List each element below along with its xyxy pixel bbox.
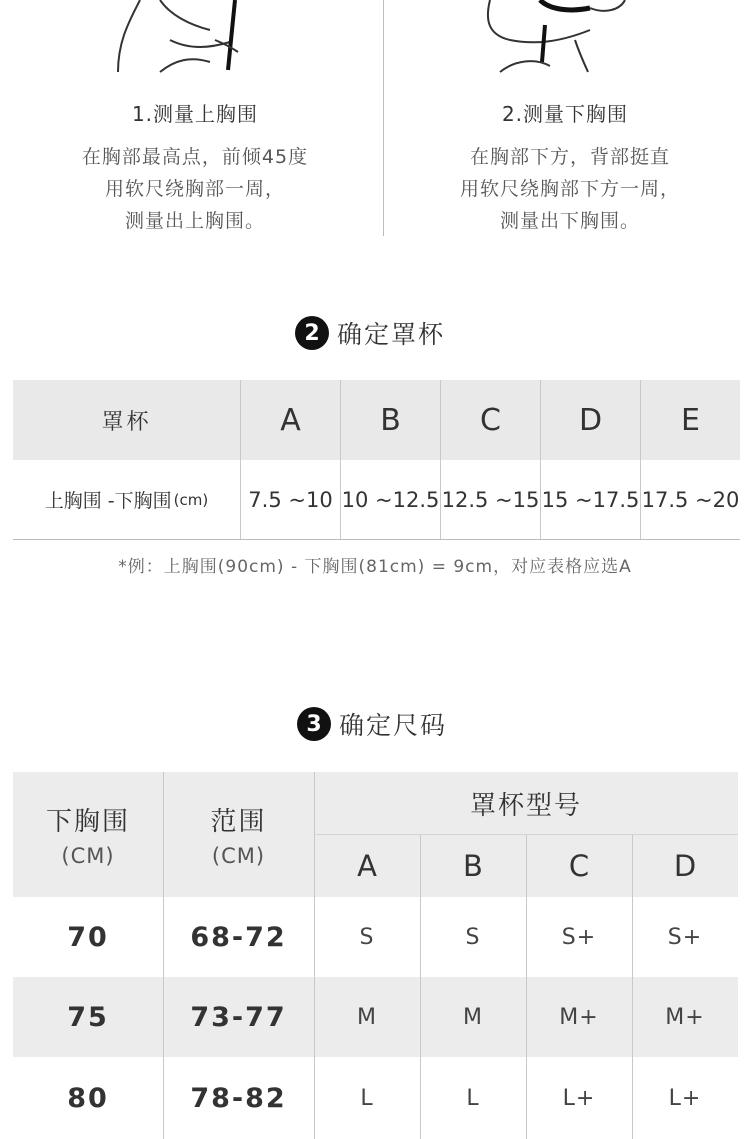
size-header-cup-group xyxy=(314,772,738,834)
size-cell-value: M xyxy=(463,1004,483,1030)
step-2-description xyxy=(405,141,735,237)
size-cell xyxy=(526,977,632,1057)
cup-header-cell: C xyxy=(440,380,540,460)
size-row-underbust xyxy=(13,1057,163,1139)
size-cell-value: S xyxy=(359,924,375,950)
cup-header-cell: A xyxy=(240,380,340,460)
size-header-cup-label: B xyxy=(463,848,483,883)
section-title: 确定罩杯 xyxy=(337,320,446,349)
size-row-range-value: 73-77 xyxy=(190,1001,287,1033)
size-header-cup-label: A xyxy=(357,848,377,883)
size-cell xyxy=(526,897,632,977)
size-header-unit: (CM) xyxy=(211,844,266,868)
cup-range-cell: 7.5 ~10 xyxy=(240,460,340,539)
size-header-cup xyxy=(314,834,420,897)
size-row-underbust xyxy=(13,897,163,977)
size-cell xyxy=(420,897,526,977)
size-table-divider xyxy=(314,834,738,835)
step-2-line: 用软尺绕胸部下方一周， xyxy=(459,178,680,200)
size-header-cup-label: D xyxy=(673,848,697,883)
step-1-title: 1.测量上胸围 xyxy=(131,102,259,126)
cup-range-cell: 10 ~12.5 xyxy=(340,460,440,539)
cup-header-cell: E xyxy=(640,380,740,460)
size-header-group-title: 罩杯型号 xyxy=(469,790,582,821)
size-header-title: 下胸围 xyxy=(45,807,130,837)
size-table-divider xyxy=(314,772,315,1139)
section-size-heading xyxy=(297,706,447,742)
size-header-cup-label: C xyxy=(568,848,590,883)
cup-range-cell: 12.5 ~15 xyxy=(440,460,540,539)
size-cell xyxy=(420,1057,526,1139)
size-header-title: 范围 xyxy=(210,807,267,837)
step-2-title: 2.测量下胸围 xyxy=(501,102,629,126)
size-cell xyxy=(632,977,738,1057)
size-header-cup xyxy=(526,834,632,897)
size-cell-value: L+ xyxy=(562,1085,596,1111)
step-1-description xyxy=(30,141,360,237)
size-row-range xyxy=(163,897,314,977)
cup-range-cell: 17.5 ~20 xyxy=(640,460,740,539)
size-cell-value: M+ xyxy=(665,1004,705,1030)
step-1-line: 用软尺绕胸部一周， xyxy=(104,178,285,200)
size-cell xyxy=(314,977,420,1057)
size-cell xyxy=(314,1057,420,1139)
size-row-underbust-value: 75 xyxy=(67,1001,109,1033)
section-number-badge: 2 xyxy=(295,316,329,350)
measure-under-bust-illustration xyxy=(480,0,640,75)
size-cell xyxy=(632,1057,738,1139)
step-2-line: 在胸部下方，背部挺直 xyxy=(469,146,670,168)
step-1-line: 测量出上胸围。 xyxy=(124,210,265,232)
section-cup-heading xyxy=(295,315,445,351)
size-table xyxy=(13,772,738,1139)
size-cell-value: L xyxy=(360,1085,374,1111)
size-table-divider xyxy=(526,834,527,1139)
size-row-underbust-value: 70 xyxy=(67,921,109,953)
cup-header-cell: D xyxy=(540,380,640,460)
size-cell-value: L+ xyxy=(668,1085,702,1111)
size-row-underbust-value: 80 xyxy=(67,1082,109,1114)
step-1-line: 在胸部最高点，前倾45度 xyxy=(81,146,309,168)
cup-row-label-text: 上胸围 -下胸围 xyxy=(44,490,172,512)
cup-table-header xyxy=(13,380,740,460)
size-row-range xyxy=(163,1057,314,1139)
steps-divider xyxy=(383,0,384,236)
cup-row-label xyxy=(13,460,240,539)
section-number-badge: 3 xyxy=(297,707,331,741)
size-cell-value: S xyxy=(465,924,481,950)
size-table-divider xyxy=(163,772,164,1139)
size-cell-value: M xyxy=(357,1004,377,1030)
size-cell xyxy=(314,897,420,977)
cup-header-cell: B xyxy=(340,380,440,460)
size-header-cup xyxy=(420,834,526,897)
section-title: 确定尺码 xyxy=(339,711,448,740)
size-cell-value: S+ xyxy=(561,924,597,950)
size-cell-value: M+ xyxy=(559,1004,599,1030)
size-row-range xyxy=(163,977,314,1057)
size-header-unit: (CM) xyxy=(61,844,115,868)
size-cell-value: S+ xyxy=(667,924,703,950)
measure-upper-bust-illustration xyxy=(100,0,270,75)
size-header-underbust xyxy=(13,772,163,897)
size-header-cup xyxy=(632,834,738,897)
size-row-underbust xyxy=(13,977,163,1057)
size-row-range-value: 78-82 xyxy=(190,1082,287,1114)
size-row-range-value: 68-72 xyxy=(190,921,287,953)
size-cell xyxy=(420,977,526,1057)
cup-range-cell: 15 ~17.5 xyxy=(540,460,640,539)
step-2-line: 测量出下胸围。 xyxy=(499,210,640,232)
size-header-range xyxy=(163,772,314,897)
size-cell-value: L xyxy=(466,1085,480,1111)
cup-table-row xyxy=(13,460,740,540)
example-note: *例：上胸围(90cm) - 下胸围(81cm) = 9cm，对应表格应选A xyxy=(118,557,632,577)
size-cell xyxy=(632,897,738,977)
cup-header-label: 罩杯 xyxy=(101,409,152,435)
size-cell xyxy=(526,1057,632,1139)
cup-row-label-unit: (cm) xyxy=(173,490,209,509)
cup-table xyxy=(13,380,740,540)
size-table-divider xyxy=(420,834,421,1139)
size-table-divider xyxy=(632,834,633,1139)
